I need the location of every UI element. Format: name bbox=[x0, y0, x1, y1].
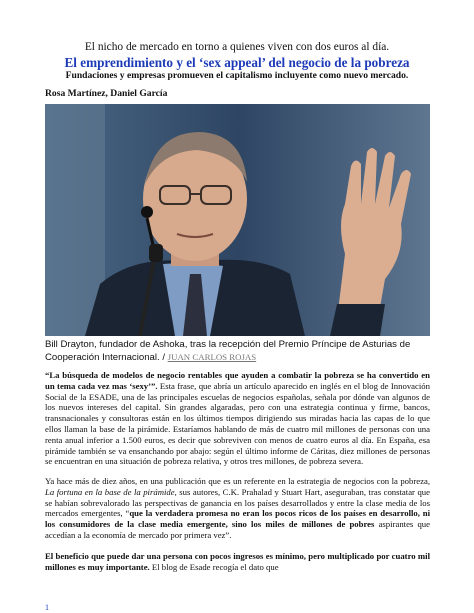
photo-caption bbox=[45, 339, 430, 364]
paragraph-3-body: El blog de Esade recogía el dato que bbox=[149, 561, 279, 572]
paragraph-2-part-b: , sus autores, C.K. Prahalad y Stuart Hart, aseguraban, tras constatar que se habían sobrevalorado las perspectivas de ganancia en los países desarrollados y entre la clase media de los mercados emergentes, “ bbox=[45, 486, 431, 519]
article-byline: Rosa Martínez, Daniel García bbox=[45, 88, 168, 99]
photo-credit-link[interactable]: JUAN CARLOS ROJAS bbox=[167, 352, 257, 362]
article-subhead: Fundaciones y empresas promueven el capitalismo incluyente como nuevo mercado. bbox=[65, 70, 409, 81]
paragraph-2 bbox=[45, 476, 430, 541]
page-number: 1 bbox=[45, 603, 49, 612]
paragraph-1-body: Esta frase, que abría un artículo aparecido en inglés en el blog de Innovación Social de la ESADE, una de las principales escuelas de negocios españolas, señala por dónde van algunos de los nuevos intereses del capital. Sin grandes algaradas, pero con una estrategia continua y firme, bancos, transnacionales y consultoras están en los últimos tiempos dirigiendo sus miradas hacia las capas de lo que ellos llaman la base de la pirámide. Estaríamos hablando de más de cuatro mil millones de personas con una renta anual inferior a 1.500 euros, es decir que sobreviven con menos de cuatro euros al día. En España, esa pirámide también se va ensanchando por abajo: según el último informe de Cáritas, diez millones de personas se encuentran en una situación de pobreza relativa, y otros tres millones, de pobreza severa. bbox=[45, 380, 430, 467]
article-headline: El emprendimiento y el ‘sex appeal’ del negocio de la pobreza bbox=[64, 55, 410, 70]
paragraph-2-part-a: Ya hace más de diez años, en una publicación que es un referente en la estrategia de negocios con la pobreza, bbox=[45, 476, 430, 486]
paragraph-1-lead: “La búsqueda de modelos de negocio rentables que ayuden a combatir la pobreza se ha convertido en un tema cada vez mas ‘sexy’”. bbox=[45, 370, 430, 391]
photo-illustration bbox=[45, 104, 430, 336]
paragraph-2-quote: que la verdadera promesa no eran los pocos ricos de los países en desarrollo, ni los consumidores de la clase media emergente, sino los miles de millones de pobres bbox=[45, 508, 430, 530]
article-kicker: El nicho de mercado en torno a quienes viven con dos euros al día. bbox=[84, 41, 390, 53]
paragraph-1 bbox=[45, 370, 430, 467]
book-title: La fortuna en la base de la pirámide bbox=[45, 486, 175, 497]
article-photo bbox=[45, 104, 430, 336]
paragraph-2-part-c: aspirantes que accedían a la economía de mercado por primera vez”. bbox=[45, 519, 430, 540]
paragraph-3 bbox=[45, 551, 430, 573]
caption-text: Bill Drayton, fundador de Ashoka, tras la recepción del Premio Príncipe de Asturias de Cooperación Internacional. / bbox=[45, 339, 411, 363]
paragraph-3-lead: El beneficio que puede dar una persona con pocos ingresos es mínimo, pero multiplicado por cuatro mil millones es muy importante. bbox=[45, 551, 430, 572]
